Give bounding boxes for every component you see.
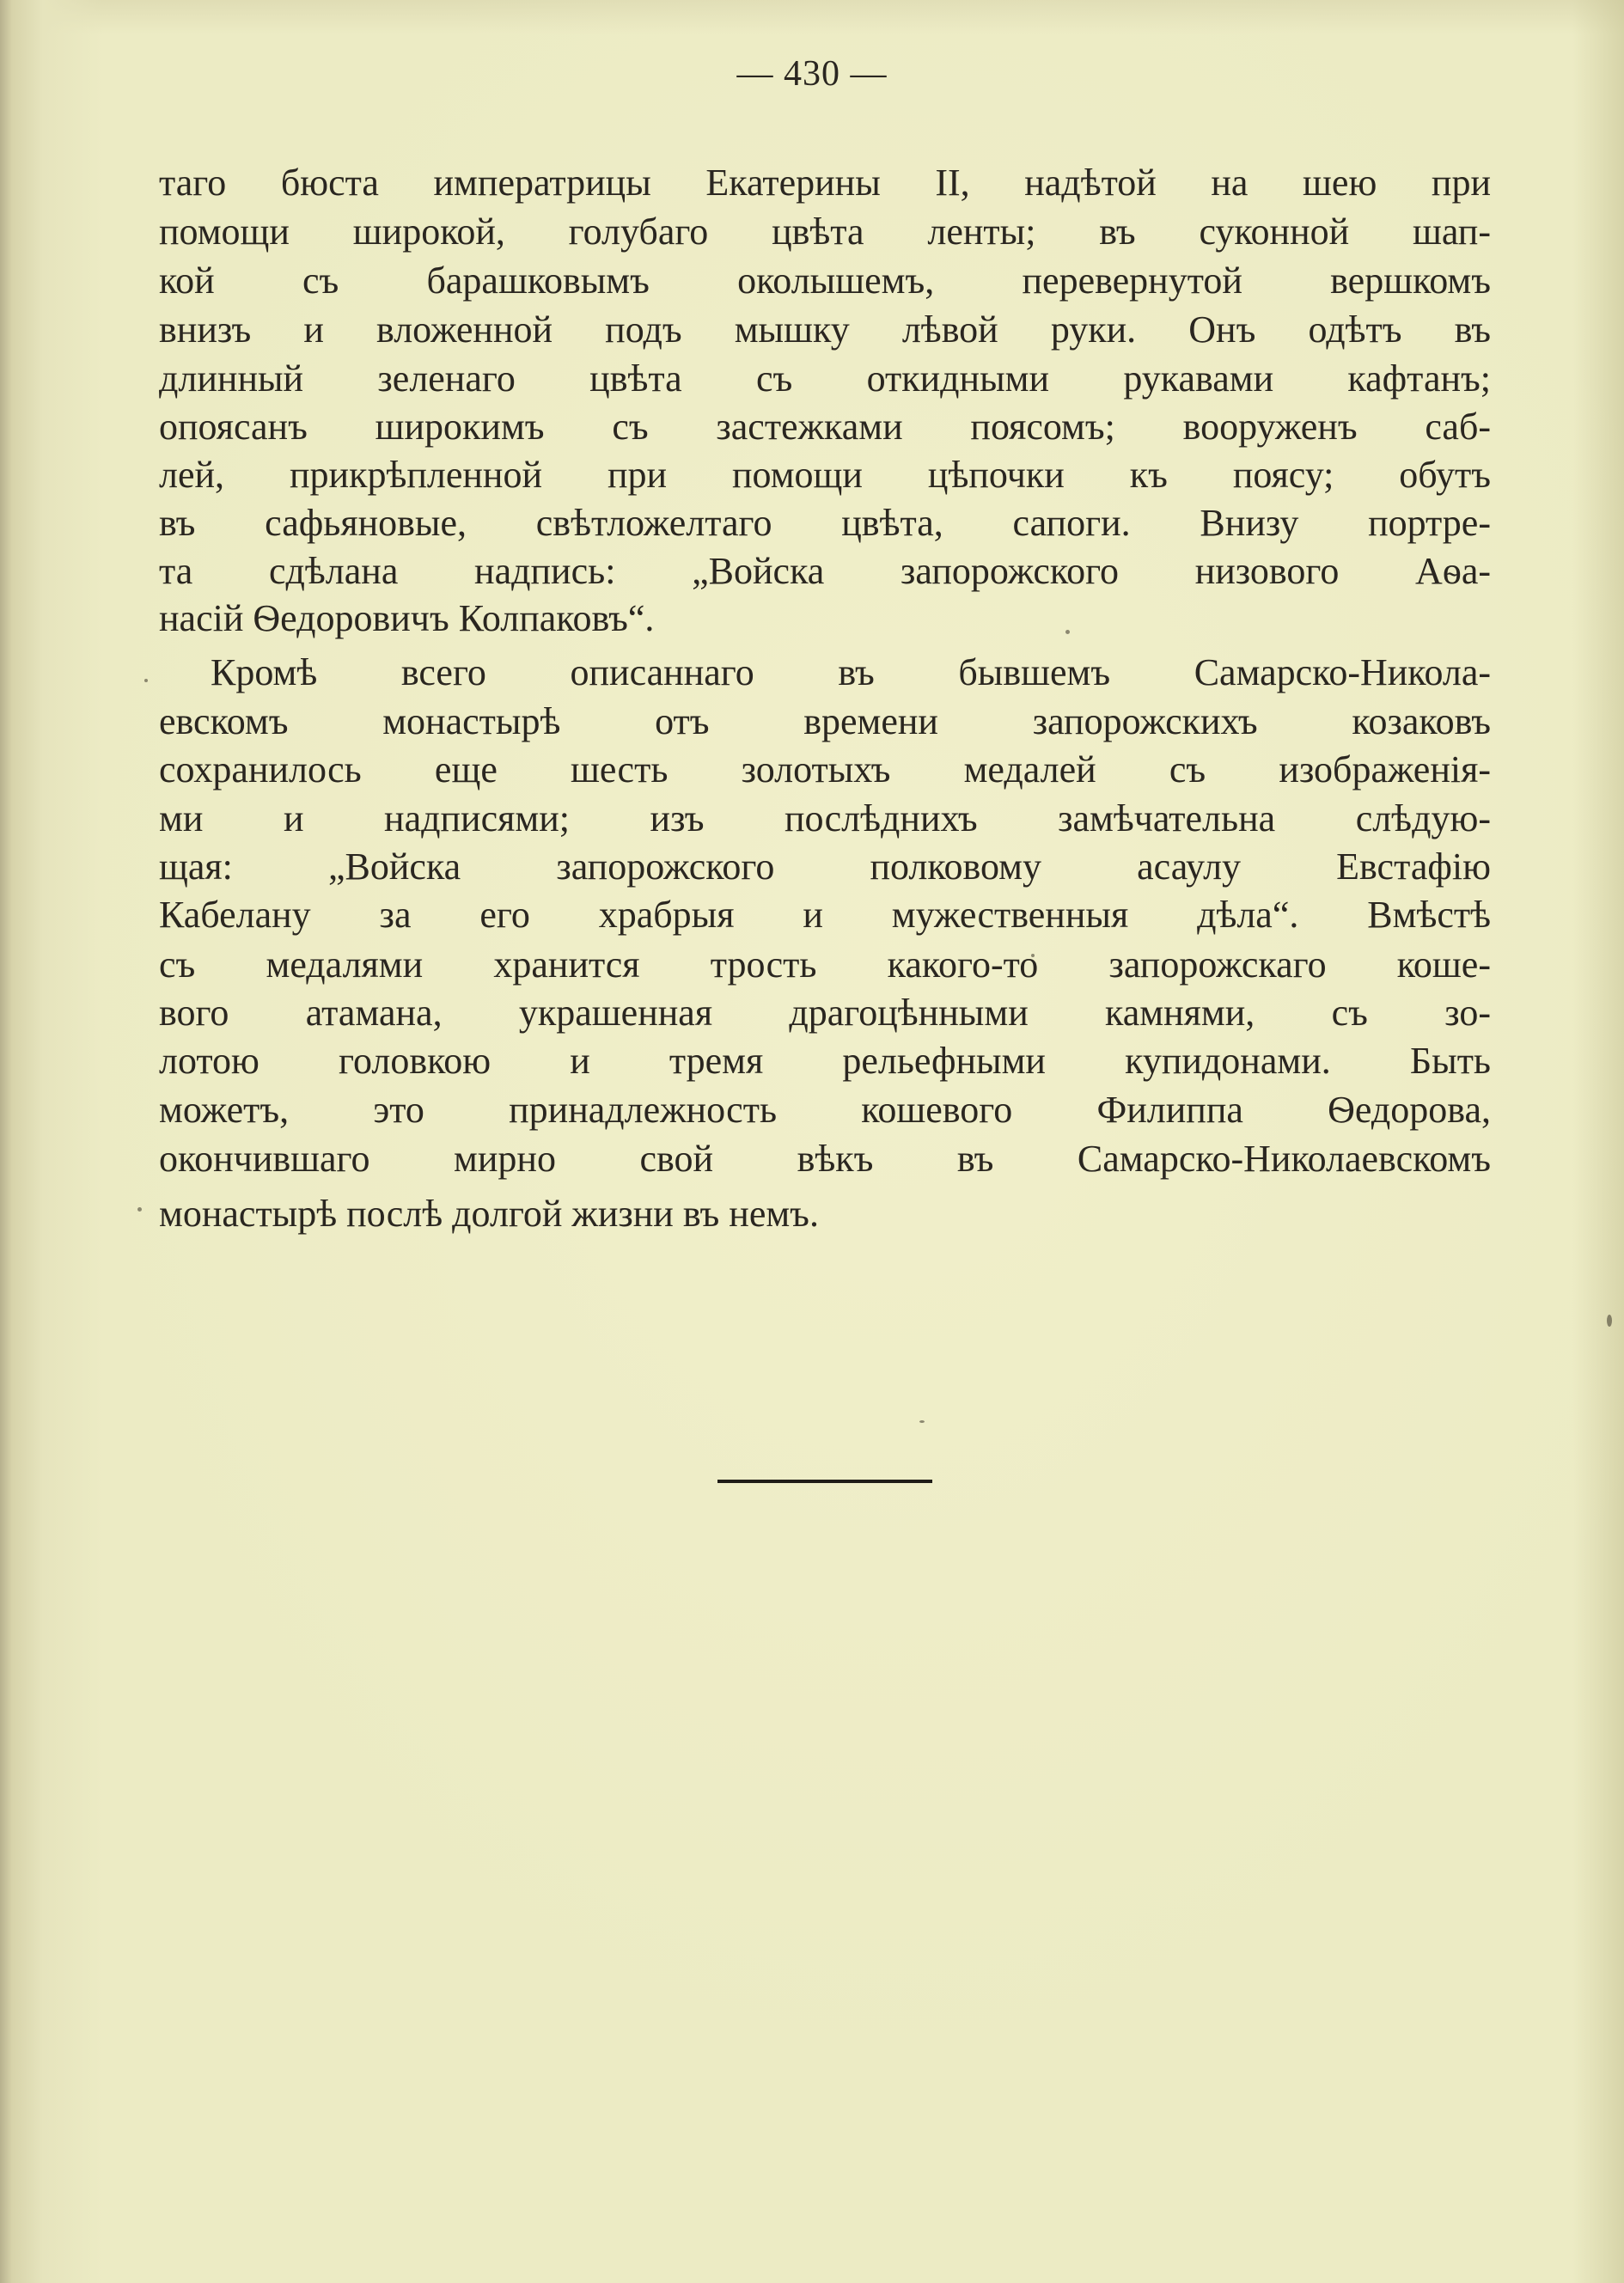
text-line: можетъ, это принадлежность кошевого Филиппа Ѳедорова, [159, 1089, 1491, 1131]
text-line: щая: „Войска запорожского полковому асаулу Евстафію [159, 845, 1491, 888]
text-line: внизъ и вложенной подъ мышку лѣвой руки. Онъ одѣтъ въ [159, 308, 1491, 351]
text-line: съ медалями хранится трость какого-то запорожскаго коше- [159, 943, 1491, 986]
text-line: кой съ барашковымъ околышемъ, перевернутой вершкомъ [159, 259, 1491, 302]
ink-speck [1607, 1315, 1612, 1327]
text-line: та сдѣлана надпись: „Войска запорожского низового Аѳа- [159, 550, 1491, 592]
text-line: монастырѣ послѣ долгой жизни въ немъ. [159, 1193, 819, 1235]
text-line: Кабелану за его храбрыя и мужественныя дѣла“. Вмѣстѣ [159, 894, 1491, 936]
text-line: ми и надписями; изъ послѣднихъ замѣчательна слѣдую- [159, 797, 1491, 839]
text-line: насій Ѳедоровичъ Колпаковъ“. [159, 597, 655, 639]
text-line: опоясанъ широкимъ съ застежками поясомъ; вооруженъ саб- [159, 406, 1491, 448]
text-line: Кромѣ всего описаннаго въ бывшемъ Самарско-Никола- [211, 651, 1491, 693]
ink-speck [919, 1420, 925, 1423]
page-number: — 430 — [736, 54, 888, 94]
ink-speck [137, 1207, 142, 1212]
text-line: въ сафьяновые, свѣтложелтаго цвѣта, сапоги. Внизу портре- [159, 502, 1491, 544]
text-line: помощи широкой, голубаго цвѣта ленты; въ суконной шап- [159, 211, 1491, 253]
text-line: таго бюста императрицы Екатерины II, надѣтой на шею при [159, 162, 1491, 204]
text-line: лотою головкою и тремя рельефными купидонами. Быть [159, 1040, 1491, 1082]
text-line: вого атамана, украшенная драгоцѣнными камнями, съ зо- [159, 992, 1491, 1034]
section-end-rule [717, 1480, 932, 1483]
text-line: длинный зеленаго цвѣта съ откидными рукавами кафтанъ; [159, 357, 1491, 400]
ink-speck [144, 679, 148, 682]
text-line: лей, прикрѣпленной при помощи цѣпочки къ поясу; обутъ [159, 454, 1491, 496]
text-line: евскомъ монастырѣ отъ времени запорожскихъ козаковъ [159, 700, 1491, 742]
text-line: сохранилось еще шесть золотыхъ медалей съ изображенія- [159, 748, 1491, 791]
text-line: окончившаго мирно свой вѣкъ въ Самарско-Николаевскомъ [159, 1138, 1491, 1180]
